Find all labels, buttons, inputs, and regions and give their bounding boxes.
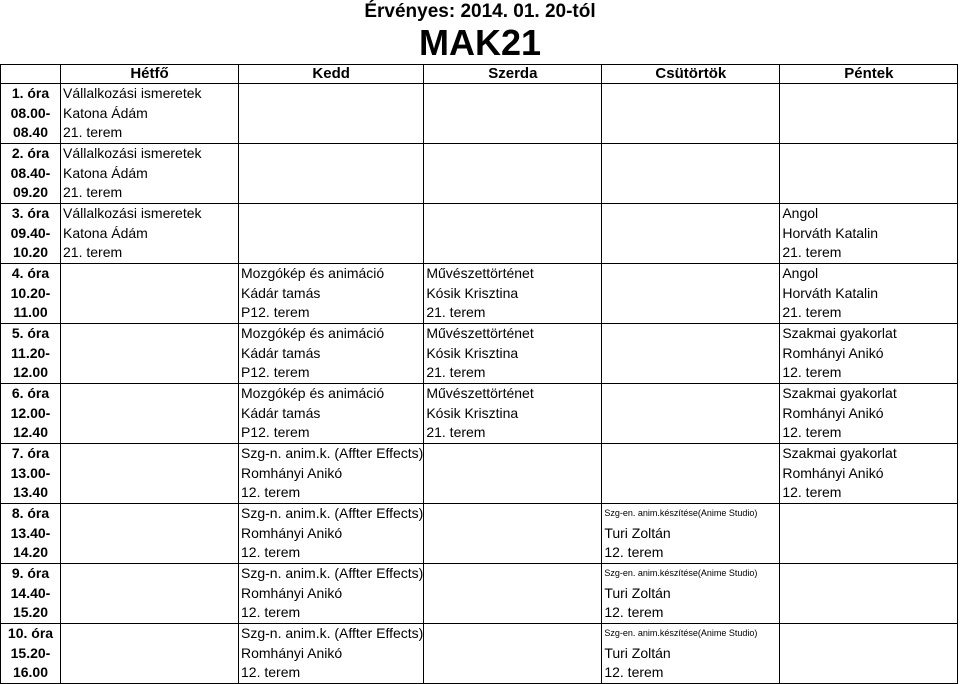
lesson-subject: Szg-en. anim.készítése(Anime Studio) bbox=[604, 508, 758, 518]
period-end: 11.00 bbox=[13, 304, 48, 321]
lesson-cell bbox=[602, 84, 780, 144]
lesson-subject: Művészettörténet bbox=[426, 325, 534, 341]
lesson-teacher: Kádár tamás bbox=[241, 404, 321, 421]
lesson-cell bbox=[780, 384, 958, 444]
lesson-cell bbox=[780, 84, 958, 144]
day-header: Kedd bbox=[239, 65, 424, 84]
lesson-teacher: Romhányi Anikó bbox=[782, 404, 884, 421]
period-label: 1. óra bbox=[11, 85, 50, 102]
lesson-room: 12. terem bbox=[241, 604, 301, 621]
lesson-cell bbox=[424, 504, 602, 564]
lesson-room: 12. terem bbox=[241, 664, 301, 681]
lesson-cell bbox=[602, 204, 780, 264]
lesson-room: 21. terem bbox=[426, 424, 486, 441]
lesson-teacher: Turi Zoltán bbox=[604, 584, 671, 601]
lesson-cell bbox=[602, 504, 780, 564]
lesson-subject: Szg-n. anim.k. (Affter Effects) bbox=[241, 565, 424, 581]
valid-from: Érvényes: 2014. 01. 20-tól bbox=[364, 1, 596, 22]
lesson-cell bbox=[424, 384, 602, 444]
timetable-body bbox=[1, 84, 958, 684]
lesson-room: 21. terem bbox=[426, 364, 486, 381]
lesson-subject: Szg-n. anim.k. (Affter Effects) bbox=[241, 625, 424, 641]
period-label bbox=[1, 504, 61, 564]
period-label: 10. óra bbox=[7, 625, 54, 642]
lesson-room: 12. terem bbox=[604, 544, 664, 561]
period-label: 9. óra bbox=[11, 565, 50, 582]
lesson-cell bbox=[602, 564, 780, 624]
period-start: 11.20- bbox=[11, 344, 50, 361]
lesson-cell bbox=[424, 624, 602, 684]
period-start: 12.00- bbox=[10, 404, 51, 421]
lesson-cell bbox=[602, 324, 780, 384]
lesson-cell bbox=[780, 504, 958, 564]
lesson-subject: Szakmai gyakorlat bbox=[782, 385, 897, 401]
period-start: 09.40- bbox=[10, 224, 51, 241]
period-end: 12.40 bbox=[12, 424, 49, 441]
period-label: 8. óra bbox=[11, 505, 50, 522]
period-row bbox=[1, 264, 958, 324]
lesson-subject: Szakmai gyakorlat bbox=[782, 325, 897, 341]
period-start: 13.00- bbox=[10, 464, 51, 481]
lesson-cell bbox=[602, 384, 780, 444]
lesson-cell bbox=[780, 324, 958, 384]
lesson-cell bbox=[239, 564, 424, 624]
lesson-cell bbox=[61, 624, 239, 684]
lesson-cell bbox=[239, 444, 424, 504]
lesson-cell bbox=[602, 264, 780, 324]
lesson-subject: Művészettörténet bbox=[426, 265, 534, 281]
lesson-cell bbox=[61, 444, 239, 504]
lesson-cell bbox=[424, 324, 602, 384]
lesson-cell bbox=[239, 144, 424, 204]
period-row bbox=[1, 564, 958, 624]
lesson-subject: Mozgókép és animáció bbox=[241, 385, 385, 401]
lesson-teacher: Turi Zoltán bbox=[604, 524, 671, 541]
day-header: Hétfő bbox=[61, 65, 239, 84]
period-label: 7. óra bbox=[11, 445, 50, 462]
lesson-room: 12. terem bbox=[604, 604, 664, 621]
lesson-cell bbox=[61, 324, 239, 384]
period-label bbox=[1, 204, 61, 264]
period-end: 12.00 bbox=[12, 364, 49, 381]
period-row bbox=[1, 84, 958, 144]
lesson-teacher: Katona Ádám bbox=[63, 224, 148, 241]
lesson-teacher: Romhányi Anikó bbox=[241, 644, 343, 661]
lesson-room: P12. terem bbox=[241, 364, 310, 381]
period-label: 6. óra bbox=[11, 385, 50, 402]
lesson-cell bbox=[239, 264, 424, 324]
period-start: 10.20- bbox=[10, 284, 51, 301]
day-header-row bbox=[1, 65, 958, 84]
period-start: 08.00- bbox=[10, 104, 51, 121]
period-row bbox=[1, 624, 958, 684]
lesson-cell bbox=[780, 264, 958, 324]
lesson-teacher: Romhányi Anikó bbox=[241, 524, 343, 541]
lesson-cell bbox=[61, 204, 239, 264]
day-header: Szerda bbox=[424, 65, 602, 84]
lesson-cell bbox=[61, 264, 239, 324]
lesson-subject: Mozgókép és animáció bbox=[241, 325, 385, 341]
lesson-cell bbox=[780, 204, 958, 264]
period-end: 16.00 bbox=[12, 664, 49, 681]
lesson-subject: Művészettörténet bbox=[426, 385, 534, 401]
lesson-cell bbox=[424, 444, 602, 504]
period-row bbox=[1, 444, 958, 504]
lesson-cell bbox=[424, 564, 602, 624]
lesson-cell bbox=[780, 144, 958, 204]
period-label bbox=[1, 384, 61, 444]
period-label bbox=[1, 144, 61, 204]
period-end: 14.20 bbox=[12, 544, 49, 561]
lesson-cell bbox=[239, 384, 424, 444]
lesson-cell bbox=[602, 624, 780, 684]
lesson-cell bbox=[61, 384, 239, 444]
lesson-teacher: Katona Ádám bbox=[63, 164, 148, 181]
lesson-cell bbox=[780, 444, 958, 504]
lesson-subject: Szg-en. anim.készítése(Anime Studio) bbox=[604, 628, 758, 638]
lesson-cell bbox=[61, 144, 239, 204]
lesson-teacher: Horváth Katalin bbox=[782, 284, 879, 301]
period-row bbox=[1, 384, 958, 444]
period-row bbox=[1, 204, 958, 264]
period-row bbox=[1, 324, 958, 384]
period-end: 10.20 bbox=[12, 244, 49, 261]
period-start: 15.20- bbox=[10, 644, 51, 661]
timetable bbox=[0, 64, 958, 684]
period-label: 2. óra bbox=[11, 145, 50, 162]
lesson-subject: Szg-n. anim.k. (Affter Effects) bbox=[241, 505, 424, 521]
lesson-room: 21. terem bbox=[63, 244, 123, 261]
lesson-subject: Szg-n. anim.k. (Affter Effects) bbox=[241, 445, 424, 461]
lesson-cell bbox=[602, 444, 780, 504]
lesson-room: 21. terem bbox=[63, 184, 123, 201]
period-start: 08.40- bbox=[10, 164, 51, 181]
lesson-subject: Angol bbox=[782, 205, 819, 221]
lesson-subject: Vállalkozási ismeretek bbox=[63, 145, 202, 161]
period-row bbox=[1, 504, 958, 564]
lesson-subject: Vállalkozási ismeretek bbox=[63, 85, 202, 101]
day-header: Csütörtök bbox=[602, 65, 780, 84]
period-label bbox=[1, 624, 61, 684]
lesson-teacher: Romhányi Anikó bbox=[782, 344, 884, 361]
period-label bbox=[1, 324, 61, 384]
lesson-teacher: Romhányi Anikó bbox=[241, 584, 343, 601]
lesson-room: 21. terem bbox=[782, 304, 842, 321]
period-label bbox=[1, 444, 61, 504]
period-start: 13.40- bbox=[10, 524, 51, 541]
corner-cell bbox=[1, 65, 61, 84]
lesson-teacher: Kósik Krisztina bbox=[426, 404, 519, 421]
lesson-cell bbox=[239, 204, 424, 264]
period-label: 4. óra bbox=[11, 265, 50, 282]
lesson-subject: Szakmai gyakorlat bbox=[782, 445, 897, 461]
lesson-subject: Angol bbox=[782, 265, 819, 281]
lesson-cell bbox=[424, 204, 602, 264]
lesson-cell bbox=[424, 84, 602, 144]
lesson-cell bbox=[602, 144, 780, 204]
lesson-cell bbox=[780, 564, 958, 624]
lesson-teacher: Horváth Katalin bbox=[782, 224, 879, 241]
period-label: 3. óra bbox=[11, 205, 50, 222]
lesson-teacher: Turi Zoltán bbox=[604, 644, 671, 661]
lesson-room: 12. terem bbox=[241, 484, 301, 501]
lesson-teacher: Kádár tamás bbox=[241, 344, 321, 361]
lesson-cell bbox=[61, 564, 239, 624]
lesson-cell bbox=[61, 84, 239, 144]
lesson-room: 12. terem bbox=[782, 364, 842, 381]
lesson-room: 12. terem bbox=[782, 484, 842, 501]
period-row bbox=[1, 144, 958, 204]
period-end: 13.40 bbox=[12, 484, 49, 501]
day-header: Péntek bbox=[780, 65, 958, 84]
lesson-room: 12. terem bbox=[604, 664, 664, 681]
lesson-room: 12. terem bbox=[782, 424, 842, 441]
period-label bbox=[1, 264, 61, 324]
period-label bbox=[1, 84, 61, 144]
period-end: 08.40 bbox=[12, 124, 49, 141]
period-label bbox=[1, 564, 61, 624]
lesson-teacher: Katona Ádám bbox=[63, 104, 148, 121]
lesson-teacher: Kósik Krisztina bbox=[426, 284, 519, 301]
lesson-room: 21. terem bbox=[426, 304, 486, 321]
lesson-cell bbox=[239, 84, 424, 144]
lesson-room: 21. terem bbox=[782, 244, 842, 261]
lesson-room: P12. terem bbox=[241, 304, 310, 321]
lesson-subject: Vállalkozási ismeretek bbox=[63, 205, 202, 221]
lesson-cell bbox=[239, 504, 424, 564]
period-label: 5. óra bbox=[11, 325, 50, 342]
period-start: 14.40- bbox=[10, 584, 51, 601]
lesson-cell bbox=[424, 144, 602, 204]
lesson-teacher: Kádár tamás bbox=[241, 284, 321, 301]
lesson-cell bbox=[239, 624, 424, 684]
class-title: MAK21 bbox=[418, 22, 542, 63]
lesson-room: P12. terem bbox=[241, 424, 310, 441]
lesson-teacher: Romhányi Anikó bbox=[782, 464, 884, 481]
lesson-teacher: Kósik Krisztina bbox=[426, 344, 519, 361]
period-end: 15.20 bbox=[12, 604, 49, 621]
lesson-cell bbox=[239, 324, 424, 384]
period-end: 09.20 bbox=[12, 184, 49, 201]
lesson-room: 21. terem bbox=[63, 124, 123, 141]
lesson-subject: Szg-en. anim.készítése(Anime Studio) bbox=[604, 568, 758, 578]
lesson-teacher: Romhányi Anikó bbox=[241, 464, 343, 481]
lesson-cell bbox=[780, 624, 958, 684]
lesson-cell bbox=[424, 264, 602, 324]
lesson-cell bbox=[61, 504, 239, 564]
lesson-room: 12. terem bbox=[241, 544, 301, 561]
lesson-subject: Mozgókép és animáció bbox=[241, 265, 385, 281]
